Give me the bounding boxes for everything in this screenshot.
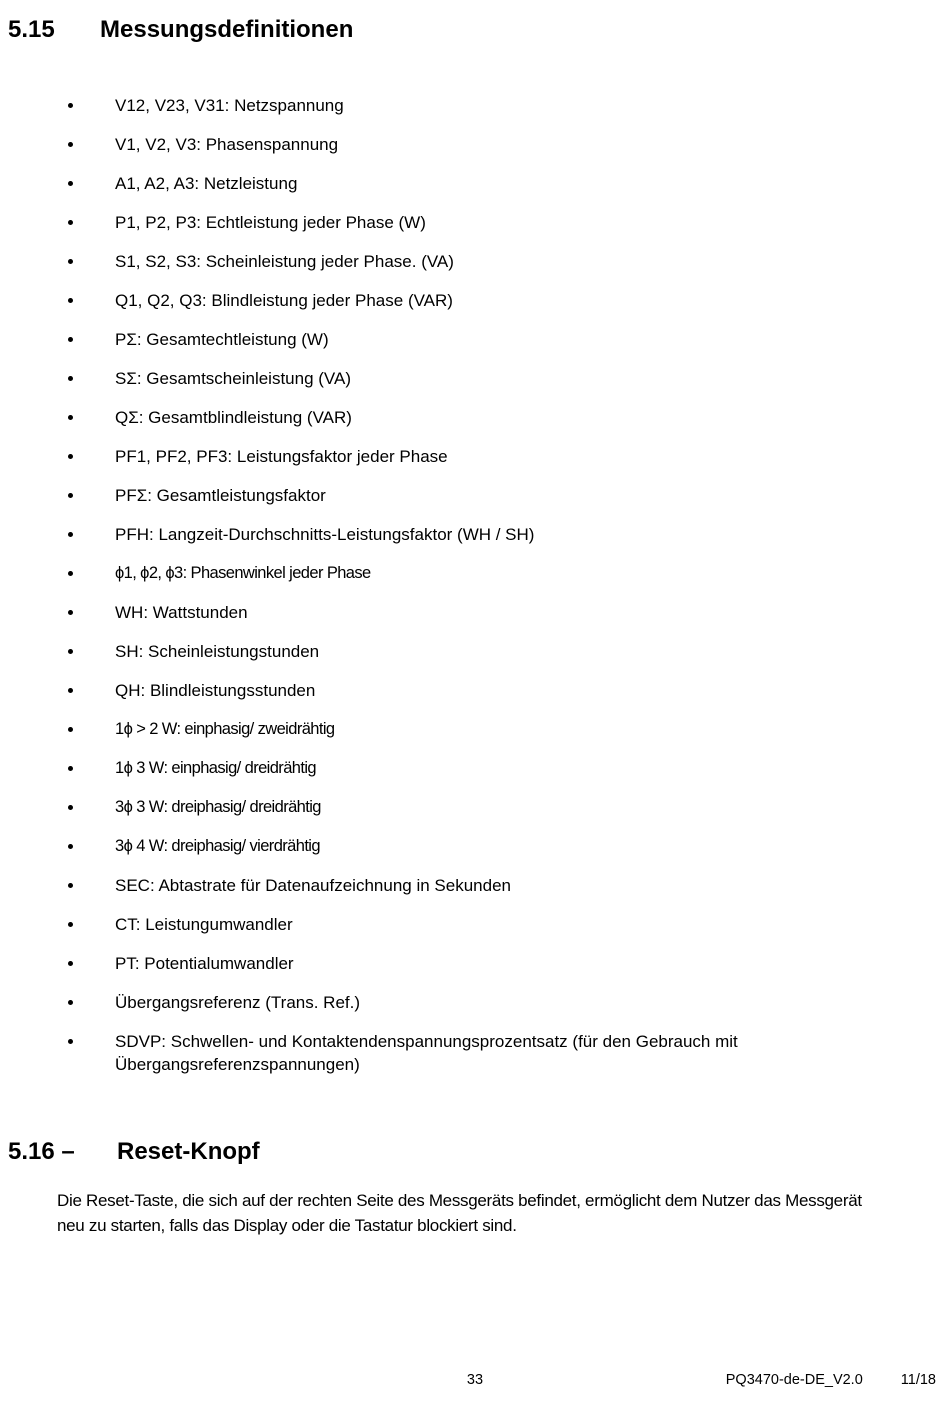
bullet-icon: [68, 805, 73, 810]
definition-text: V12, V23, V31: Netzspannung: [115, 96, 344, 115]
section-heading-5-15: [0, 0, 950, 44]
definition-item: [68, 133, 860, 156]
definition-item: [68, 835, 860, 858]
definition-item: [68, 874, 860, 897]
definition-text: SEC: Abtastrate für Datenaufzeichnung in Sekunden: [115, 876, 511, 895]
bullet-icon: [68, 1039, 73, 1044]
bullet-icon: [68, 259, 73, 264]
definition-item: [68, 1030, 860, 1076]
definition-item: [68, 367, 860, 390]
definition-item: [68, 991, 860, 1014]
section-title: Reset-Knopf: [117, 1138, 260, 1165]
bullet-icon: [68, 103, 73, 108]
definition-text: CT: Leistungumwandler: [115, 915, 293, 934]
bullet-icon: [68, 844, 73, 849]
definition-item: [68, 562, 860, 585]
definition-text: P1, P2, P3: Echtleistung jeder Phase (W): [115, 213, 426, 232]
definition-text: ϕ1, ϕ2, ϕ3: Phasenwinkel jeder Phase: [115, 564, 371, 582]
definition-item: [68, 601, 860, 624]
section-heading-5-16: [0, 1138, 950, 1166]
definition-text: QH: Blindleistungsstunden: [115, 681, 316, 700]
definition-item: [68, 757, 860, 780]
bullet-icon: [68, 922, 73, 927]
definition-text: PT: Potentialumwandler: [115, 954, 294, 973]
bullet-icon: [68, 142, 73, 147]
bullet-icon: [68, 961, 73, 966]
definition-item: [68, 328, 860, 351]
definition-item: [68, 679, 860, 702]
bullet-icon: [68, 1000, 73, 1005]
definition-text: S1, S2, S3: Scheinleistung jeder Phase. (VA): [115, 252, 454, 271]
definition-text: 3ϕ 3 W: dreiphasig/ dreidrähtig: [115, 798, 321, 816]
doc-reference: [726, 1372, 936, 1388]
definition-item: [68, 796, 860, 819]
definition-text: PF1, PF2, PF3: Leistungsfaktor jeder Phase: [115, 447, 448, 466]
definition-text: PFΣ: Gesamtleistungsfaktor: [115, 486, 326, 505]
definition-text: 3ϕ 4 W: dreiphasig/ vierdrähtig: [115, 837, 320, 855]
definition-text: Übergangsreferenz (Trans. Ref.): [115, 993, 361, 1012]
definition-item: [68, 952, 860, 975]
definition-text: 1ϕ 3 W: einphasig/ dreidrähtig: [115, 759, 316, 777]
section-body: Die Reset-Taste, die sich auf der rechten Seite des Messgeräts befindet, ermöglicht dem Nutzer das Messgerät neu zu starten, falls das Display oder die Tastatur blockiert sind.: [57, 1191, 862, 1235]
definition-item: [68, 484, 860, 507]
definition-text: SDVP: Schwellen- und Kontaktendenspannungsprozentsatz (für den Gebrauch mit Übergangsreferenzspannungen): [115, 1032, 738, 1074]
definition-item: [68, 445, 860, 468]
definition-item: [68, 94, 860, 117]
bullet-icon: [68, 454, 73, 459]
definition-item: [68, 172, 860, 195]
definition-text: Q1, Q2, Q3: Blindleistung jeder Phase (VAR): [115, 291, 453, 310]
definition-text: SH: Scheinleistungstunden: [115, 642, 320, 661]
bullet-icon: [68, 415, 73, 420]
bullet-icon: [68, 688, 73, 693]
definition-text: A1, A2, A3: Netzleistung: [115, 174, 298, 193]
definition-text: QΣ: Gesamtblindleistung (VAR): [115, 408, 352, 427]
page-footer: [0, 1372, 950, 1392]
definitions-list: [68, 94, 860, 1076]
definition-item: [68, 211, 860, 234]
bullet-icon: [68, 493, 73, 498]
bullet-icon: [68, 571, 73, 576]
bullet-icon: [68, 220, 73, 225]
definition-item: [68, 913, 860, 936]
definition-text: V1, V2, V3: Phasenspannung: [115, 135, 339, 154]
definition-text: SΣ: Gesamtscheinleistung (VA): [115, 369, 352, 388]
definition-text: PΣ: Gesamtechtleistung (W): [115, 330, 329, 349]
doc-reference-id: PQ3470-de-DE_V2.0: [725, 1372, 863, 1388]
section-number: 5.16 –: [8, 1138, 75, 1165]
definition-item: [68, 406, 860, 429]
section-title: Messungsdefinitionen: [100, 16, 354, 43]
definition-text: 1ϕ > 2 W: einphasig/ zweidrähtig: [115, 720, 335, 738]
page-number: 33: [466, 1372, 484, 1388]
doc-reference-date: 11/18: [900, 1372, 936, 1388]
definition-text: PFH: Langzeit-Durchschnitts-Leistungsfaktor (WH / SH): [115, 525, 535, 544]
bullet-icon: [68, 532, 73, 537]
bullet-icon: [68, 298, 73, 303]
bullet-icon: [68, 883, 73, 888]
section-number: 5.15: [8, 16, 55, 43]
bullet-icon: [68, 337, 73, 342]
definition-item: [68, 640, 860, 663]
definition-item: [68, 523, 860, 546]
bullet-icon: [68, 376, 73, 381]
definition-item: [68, 250, 860, 273]
definition-text: WH: Wattstunden: [115, 603, 248, 622]
bullet-icon: [68, 610, 73, 615]
bullet-icon: [68, 766, 73, 771]
definition-item: [68, 289, 860, 312]
definition-item: [68, 718, 860, 741]
bullet-icon: [68, 181, 73, 186]
bullet-icon: [68, 727, 73, 732]
bullet-icon: [68, 649, 73, 654]
